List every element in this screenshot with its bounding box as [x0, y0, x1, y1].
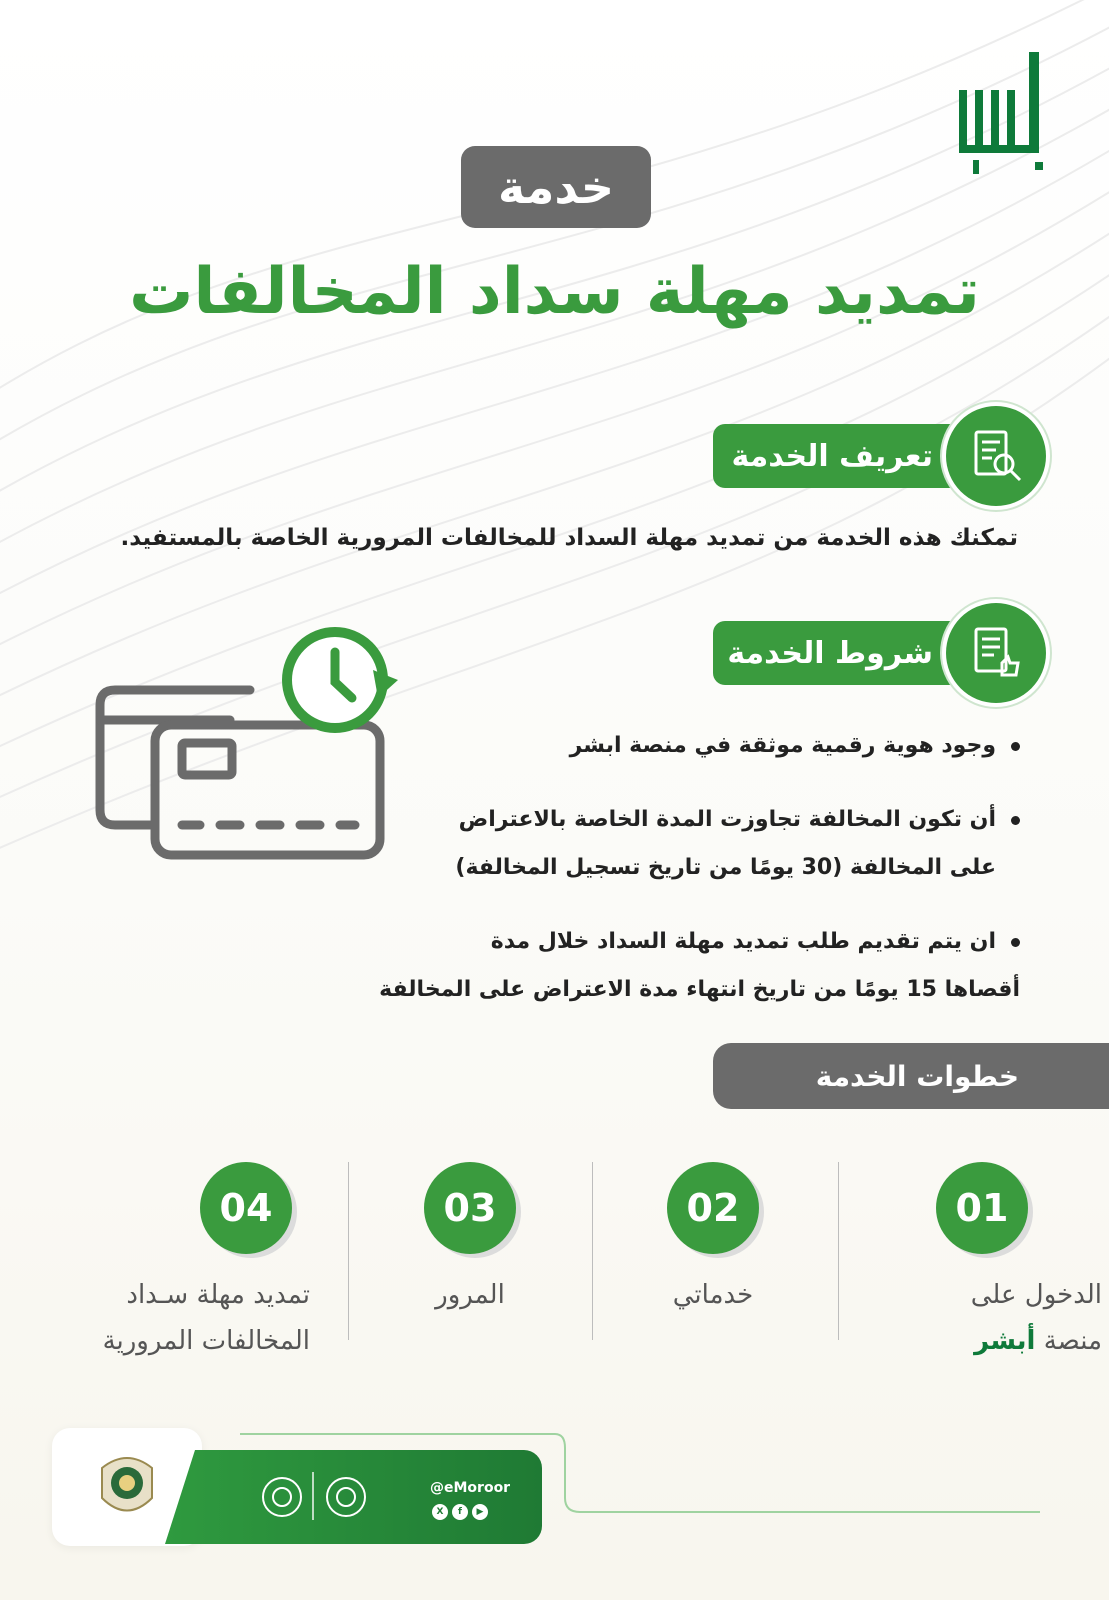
step-3 [350, 1162, 590, 1318]
credit-card-clock-icon [90, 620, 420, 880]
absher-highlight: أبشر [974, 1326, 1036, 1356]
interior-ministry-emblem-icon [326, 1477, 366, 1517]
condition-line: على المخالفة (30 يومًا من تاريخ تسجيل المخالفة) [455, 855, 996, 880]
step-divider [592, 1162, 593, 1340]
steps-heading: خطوات الخدمة [713, 1043, 1109, 1109]
step-label: المرور [435, 1280, 505, 1310]
step-4 [60, 1162, 310, 1364]
x-icon[interactable]: X [432, 1504, 448, 1520]
step-label-line: تمديد مهلة سـداد [126, 1280, 310, 1310]
condition-line: أقصاها 15 يومًا من تاريخ انتهاء مدة الاعتراض على المخالفة [379, 977, 1020, 1002]
step-1 [862, 1162, 1102, 1364]
step-divider [838, 1162, 839, 1340]
bullet [1011, 938, 1020, 947]
page-title: تمديد مهلة سداد المخالفات [129, 255, 980, 329]
service-tag: خدمة [461, 146, 651, 228]
step-number: 01 [936, 1162, 1028, 1254]
facebook-icon[interactable]: f [452, 1504, 468, 1520]
step-label: خدماتي [672, 1280, 754, 1310]
bullet [1011, 816, 1020, 825]
condition-line: أن تكون المخالفة تجاوزت المدة الخاصة بالاعتراض [458, 807, 996, 832]
step-label [60, 1272, 310, 1364]
step-number: 02 [667, 1162, 759, 1254]
step-label-text: منصة [1035, 1326, 1102, 1356]
definition-heading: تعريف الخدمة [713, 424, 973, 488]
bullet [1011, 742, 1020, 751]
traffic-emblem-icon [262, 1477, 302, 1517]
step-label-line: الدخول على [970, 1280, 1102, 1310]
step-label-line [862, 1318, 1102, 1364]
youtube-icon[interactable]: ▶ [472, 1504, 488, 1520]
definition-text: تمكنك هذه الخدمة من تمديد مهلة السداد للمخالفات المرورية الخاصة بالمستفيد. [120, 525, 1018, 551]
social-handle: @eMoroor [430, 1480, 511, 1496]
step-number: 03 [424, 1162, 516, 1254]
document-thumbs-up-icon [946, 603, 1046, 703]
footer-divider [312, 1472, 314, 1520]
step-label-line: المخالفات المرورية [102, 1326, 310, 1356]
condition-line: ان يتم تقديم طلب تمديد مهلة السداد خلال مدة [490, 929, 996, 954]
list-item [300, 918, 1020, 1014]
step-divider [348, 1162, 349, 1340]
condition-line: وجود هوية رقمية موثقة في منصة ابشر [569, 733, 996, 758]
step-number: 04 [200, 1162, 292, 1254]
conditions-heading: شروط الخدمة [713, 621, 973, 685]
absher-logo [959, 52, 1049, 182]
step-label [862, 1272, 1102, 1364]
document-search-icon [946, 406, 1046, 506]
step-2 [593, 1162, 833, 1318]
